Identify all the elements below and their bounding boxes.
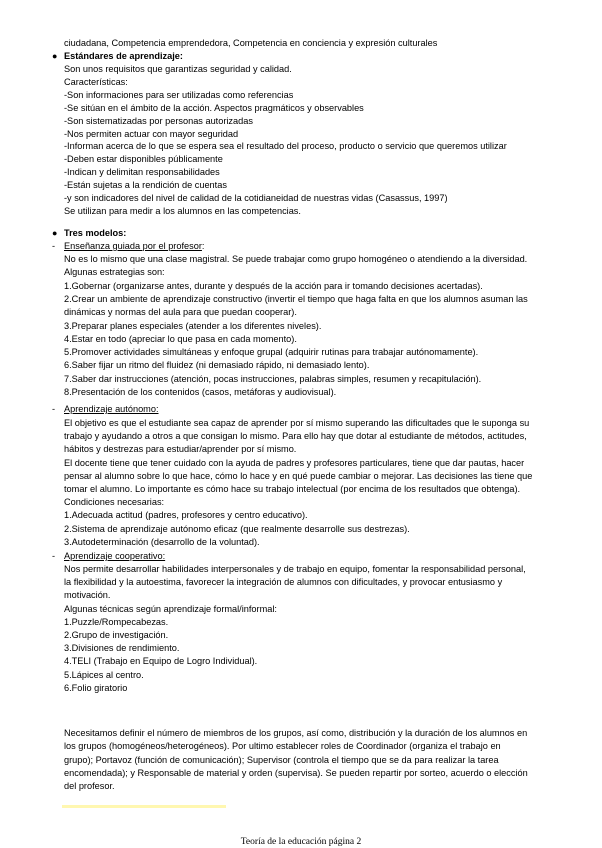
- text-line: No es lo mismo que una clase magistral. Se puede trabajar como grupo homogéneo o atendiendo a la diversidad.: [64, 254, 528, 264]
- text-line: Algunas técnicas según aprendizaje formal/informal:: [64, 603, 277, 614]
- text-line: -Son informaciones para ser utilizadas como referencias: [64, 89, 294, 100]
- text-line: 2.Crear un ambiente de aprendizaje constructivo (invertir el tiempo que haga falta en que los alumnos asuman las: [64, 293, 528, 304]
- text-line: 3.Preparar planes especiales (atender a los diferentes niveles).: [64, 320, 322, 331]
- text-line: 2.Sistema de aprendizaje autónomo eficaz (que realmente desarrolle sus destrezas).: [64, 523, 410, 534]
- page-footer: Teoría de la educación página 2: [240, 837, 362, 847]
- text-line: Características:: [64, 76, 128, 87]
- text-line: motivación.: [64, 590, 111, 601]
- highlight-mark: [62, 805, 226, 808]
- guiada-title: [64, 240, 204, 252]
- text-line: pensar al alumno sobre lo que hace, cómo lo hace y en qué puede cambiar o mejorar. Las decisiones las tiene que: [64, 470, 533, 481]
- text-line: -Son sistematizadas por personas autorizadas: [64, 115, 253, 126]
- text-line: trabajo y ayudando a otros a que consigan lo mismo. Para ello hay que dotar al estudiante de métodos, actitudes,: [64, 431, 527, 442]
- bullet-dot: ●: [52, 51, 58, 61]
- text-line: Son unos requisitos que garantizas seguridad y calidad.: [64, 64, 292, 74]
- text-line: 3.Divisiones de rendimiento.: [64, 643, 180, 654]
- guiada-title-text: Enseñanza guiada por el profesor: [64, 241, 202, 251]
- text-line: Necesitamos definir el número de miembros de los grupos, así como, distribución y la duración de los alumnos en: [64, 728, 528, 738]
- text-line: El docente tiene que tener cuidado con la ayuda de padres y profesores particulares, tiene que dar pautas, hacer: [64, 457, 525, 468]
- text-line: 2.Grupo de investigación.: [64, 630, 169, 640]
- text-line: -Informan acerca de lo que se espera sea el resultado del proceso, producto o servicio que queremos utilizar: [64, 141, 507, 152]
- text-line: 5.Promover actividades simultáneas y enfoque grupal (adquirir rutinas para trabajar autónomamente).: [64, 347, 479, 358]
- text-line: Algunas estrategias son:: [64, 267, 165, 278]
- text-line: 4.Estar en todo (apreciar lo que pasa en cada momento).: [64, 333, 297, 344]
- text-line: tomar el alumno. Lo importante es cómo hace su trabajo intelectual (por encima de los resultados que obtenga).: [64, 484, 521, 494]
- text-line: encomendada); y Responsable de material y orden (supervisa). Se pueden repartir por sorteo, acuerdo o elección: [64, 767, 528, 778]
- text-line: -Están sujetas a la rendición de cuentas: [64, 180, 227, 191]
- text-line: 4.TELI (Trabajo en Equipo de Logro Individual).: [64, 656, 258, 667]
- text-line: hábitos y destrezas para estudiar/aprender por sí mismo.: [64, 444, 297, 455]
- text-line: del profesor.: [64, 781, 115, 792]
- estandares-heading: Estándares de aprendizaje:: [64, 51, 183, 61]
- cooperativo-title: Aprendizaje cooperativo:: [64, 551, 166, 561]
- text-line: -Deben estar disponibles públicamente: [64, 154, 223, 165]
- bullet-dot: ●: [52, 228, 58, 238]
- text-line: 1.Gobernar (organizarse antes, durante y después de la acción para ir tomando decisiones acertadas).: [64, 280, 483, 291]
- text-line: 5.Lápices al centro.: [64, 669, 144, 680]
- text-line: Nos permite desarrollar habilidades interpersonales y de trabajo en equipo, fomentar la responsabilidad personal,: [64, 564, 526, 574]
- guiada-title-suffix: :: [201, 241, 205, 251]
- text-line: dinámicas y normas del aula para que puedan cooperar).: [64, 307, 297, 318]
- modelos-heading: Tres modelos:: [64, 228, 127, 238]
- dash-marker: -: [52, 241, 56, 251]
- text-line: Condiciones necesarias:: [64, 497, 165, 508]
- intro-line: ciudadana, Competencia emprendedora, Competencia en conciencia y expresión culturales: [64, 38, 438, 48]
- dash-marker: -: [52, 404, 56, 414]
- text-line: 3.Autodeterminación (desarrollo de la voluntad).: [64, 536, 260, 547]
- dash-marker: -: [52, 551, 56, 561]
- text-line: 6.Folio giratorio: [64, 682, 128, 693]
- text-line: 1.Adecuada actitud (padres, profesores y centro educativo).: [64, 510, 308, 521]
- autonomo-title: Aprendizaje autónomo:: [64, 404, 159, 414]
- text-line: 8.Presentación de los contenidos (casos, metáforas y audiovisual).: [64, 387, 337, 397]
- text-line: -y son indicadores del nivel de calidad de la cotidianeidad de nuestras vidas (Casassus, 1997): [64, 193, 448, 203]
- text-line: los grupos (homogéneos/heterogéneos). Por ultimo establecer roles de Coordinador (organiza el trabajo en: [64, 741, 501, 752]
- text-line: 7.Saber dar instrucciones (atención, pocas instrucciones, palabras simples, resumen y recapitulación).: [64, 373, 482, 384]
- text-line: El objetivo es que el estudiante sea capaz de aprender por sí mismo superando las dificultades que le suponga su: [64, 418, 530, 428]
- text-line: Se utilizan para medir a los alumnos en las competencias.: [64, 205, 301, 216]
- text-line: -Nos permiten actuar con mayor seguridad: [64, 128, 239, 139]
- text-line: -Se sitúan en el ámbito de la acción. Aspectos pragmáticos y observables: [64, 102, 364, 113]
- text-line: grupo); Portavoz (función de comunicación); Supervisor (controla el tiempo que se da para realizar la tarea: [64, 754, 499, 765]
- text-line: 6.Saber fijar un ritmo del fluidez (ni demasiado rápido, ni demasiado lento).: [64, 360, 370, 371]
- text-line: 1.Puzzle/Rompecabezas.: [64, 616, 169, 627]
- text-line: -Indican y delimitan responsabilidades: [64, 167, 220, 178]
- text-line: la flexibilidad y la autoestima, favorecer la integración de alumnos con dificultades, y provocar entusiasmo y: [64, 577, 503, 588]
